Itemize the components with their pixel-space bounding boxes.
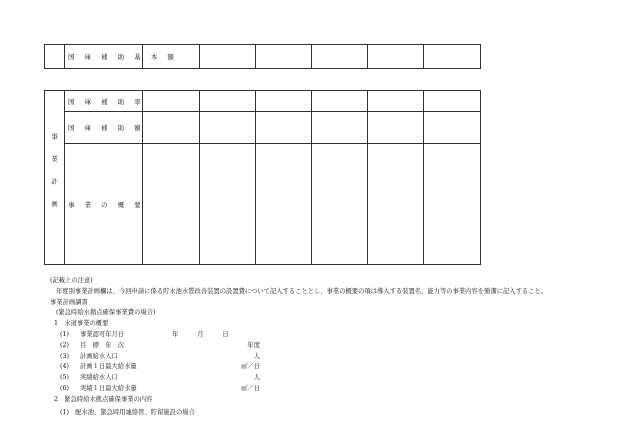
value-cell[interactable] [424,112,481,144]
project-overview-label: 事 業 の 概 要 [65,144,143,265]
value-cell[interactable] [143,91,200,112]
basic-subsidy-label: 国 庫 補 助 基 本 額 [65,45,143,69]
value-cell[interactable] [200,144,256,265]
notes-section [50,276,547,418]
project-plan-side-label: 事業計画 [45,91,65,265]
value-cell[interactable] [256,91,312,112]
value-cell[interactable] [312,91,368,112]
value-cell[interactable] [312,112,368,144]
value-cell[interactable] [312,144,368,265]
list-item: (2) 目 標 年 次 年度 [60,341,260,349]
list-item: (3) 計画給水人口 人 [60,352,260,360]
basic-subsidy-table [44,44,481,69]
list-item: (1) 事業認可年月日 年 月 日 [60,330,229,338]
value-cell[interactable] [424,91,481,112]
subsidy-rate-label: 国 庫 補 助 率 [65,91,143,112]
doc-title: 事業計画調書 [50,298,88,306]
empty-cell [45,45,65,69]
value-cell[interactable] [200,45,256,69]
value-cell[interactable] [368,144,424,265]
value-cell[interactable] [368,45,424,69]
subsidy-amount-label: 国 庫 補 助 額 [65,112,143,144]
list-item: (6) 実績１日最大給水量 ㎥／日 [60,384,260,392]
value-cell[interactable] [256,45,312,69]
section-2-heading: 2 緊急時給水拠点確保事業の内容 [54,395,153,403]
value-cell[interactable] [256,112,312,144]
value-cell[interactable] [143,112,200,144]
section-2-item: (1) 配水池、緊急時用連絡管、貯留施設の場合 [60,408,195,416]
value-cell[interactable] [143,144,200,265]
value-cell[interactable] [424,144,481,265]
value-cell[interactable] [200,91,256,112]
section-1-heading: 1 水道事業の概要 [54,320,109,328]
doc-subtitle: (緊急時給水拠点確保事業費の場合) [56,309,156,317]
value-cell[interactable] [312,45,368,69]
notes-heading: (記載上の注意) [50,277,93,284]
value-cell[interactable] [368,112,424,144]
project-plan-table [44,90,481,265]
note-entry: 年度別事業計画欄は、今回申請に係る貯水池水質改善装置の設置費について記入することとし、事業の概要の項は導入する装置名、能力等の事業内容を簡潔に記入すること。 [56,287,548,295]
value-cell[interactable] [200,112,256,144]
value-cell[interactable] [256,144,312,265]
value-cell[interactable] [424,45,481,69]
value-cell[interactable] [368,91,424,112]
list-item: (5) 実績給水人口 人 [60,374,260,382]
list-item: (4) 計画１日最大給水量 ㎥／日 [60,363,260,371]
